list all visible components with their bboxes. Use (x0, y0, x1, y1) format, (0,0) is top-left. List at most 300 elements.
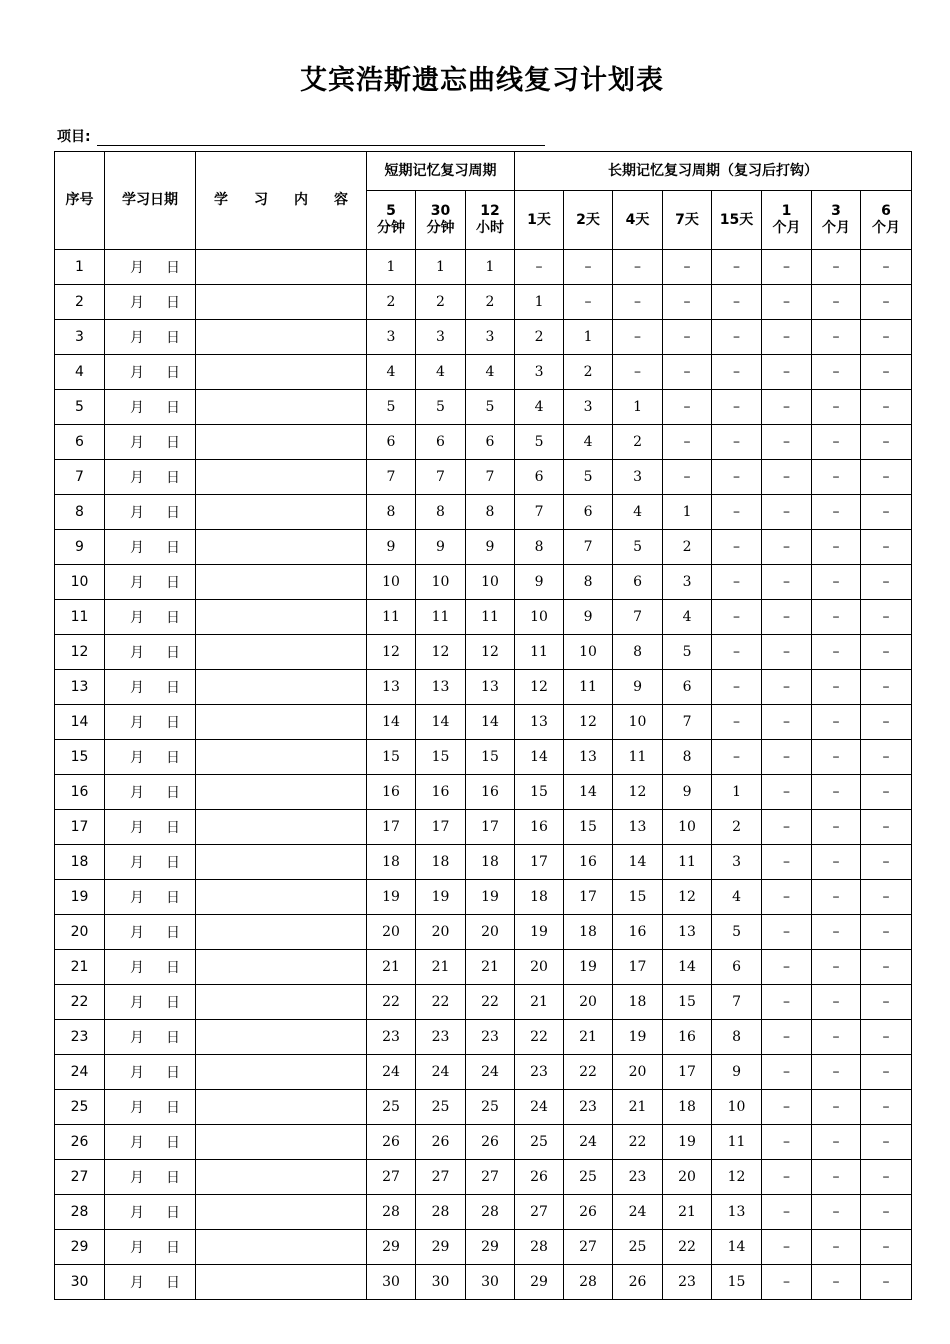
review-cell[interactable]: 23 (466, 1020, 515, 1055)
review-cell[interactable]: 14 (613, 845, 663, 880)
row-content[interactable] (196, 845, 367, 880)
review-cell[interactable]: 14 (712, 1230, 762, 1265)
review-cell[interactable]: 16 (663, 1020, 712, 1055)
review-cell[interactable]: – (861, 845, 912, 880)
review-cell[interactable]: 4 (712, 880, 762, 915)
review-cell[interactable]: – (515, 250, 564, 285)
row-content[interactable] (196, 985, 367, 1020)
review-cell[interactable]: 9 (367, 530, 416, 565)
review-cell[interactable]: 16 (515, 810, 564, 845)
row-content[interactable] (196, 530, 367, 565)
review-cell[interactable]: 15 (712, 1265, 762, 1300)
row-content[interactable] (196, 1055, 367, 1090)
review-cell[interactable]: – (762, 740, 812, 775)
review-cell[interactable]: 12 (367, 635, 416, 670)
review-cell[interactable]: 18 (613, 985, 663, 1020)
review-cell[interactable]: – (861, 600, 912, 635)
review-cell[interactable]: 11 (515, 635, 564, 670)
review-cell[interactable]: – (613, 355, 663, 390)
review-cell[interactable]: – (812, 600, 861, 635)
review-cell[interactable]: 4 (613, 495, 663, 530)
review-cell[interactable]: 9 (663, 775, 712, 810)
review-cell[interactable]: – (861, 1265, 912, 1300)
review-cell[interactable]: – (861, 285, 912, 320)
review-cell[interactable]: – (861, 320, 912, 355)
review-cell[interactable]: 16 (564, 845, 613, 880)
review-cell[interactable]: – (762, 285, 812, 320)
review-cell[interactable]: 2 (564, 355, 613, 390)
review-cell[interactable]: 13 (416, 670, 466, 705)
review-cell[interactable]: – (762, 705, 812, 740)
review-cell[interactable]: – (762, 880, 812, 915)
review-cell[interactable]: – (861, 530, 912, 565)
review-cell[interactable]: 12 (466, 635, 515, 670)
review-cell[interactable]: 4 (663, 600, 712, 635)
review-cell[interactable]: 5 (515, 425, 564, 460)
review-cell[interactable]: 23 (663, 1265, 712, 1300)
review-cell[interactable]: 25 (416, 1090, 466, 1125)
review-cell[interactable]: 20 (416, 915, 466, 950)
row-content[interactable] (196, 1265, 367, 1300)
review-cell[interactable]: 20 (663, 1160, 712, 1195)
row-date[interactable]: 月 日 (105, 985, 196, 1020)
review-cell[interactable]: – (861, 740, 912, 775)
row-content[interactable] (196, 565, 367, 600)
review-cell[interactable]: – (861, 915, 912, 950)
review-cell[interactable]: 29 (466, 1230, 515, 1265)
review-cell[interactable]: – (613, 285, 663, 320)
review-cell[interactable]: – (812, 565, 861, 600)
review-cell[interactable]: – (762, 320, 812, 355)
row-content[interactable] (196, 670, 367, 705)
row-date[interactable]: 月 日 (105, 285, 196, 320)
row-date[interactable]: 月 日 (105, 250, 196, 285)
review-cell[interactable]: – (812, 950, 861, 985)
review-cell[interactable]: 18 (515, 880, 564, 915)
review-cell[interactable]: – (712, 670, 762, 705)
review-cell[interactable]: – (812, 1090, 861, 1125)
row-content[interactable] (196, 495, 367, 530)
review-cell[interactable]: – (812, 705, 861, 740)
row-date[interactable]: 月 日 (105, 1125, 196, 1160)
review-cell[interactable]: 21 (515, 985, 564, 1020)
review-cell[interactable]: 11 (416, 600, 466, 635)
review-cell[interactable]: – (861, 250, 912, 285)
review-cell[interactable]: 8 (564, 565, 613, 600)
review-cell[interactable]: 25 (515, 1125, 564, 1160)
review-cell[interactable]: 1 (712, 775, 762, 810)
review-cell[interactable]: – (663, 285, 712, 320)
review-cell[interactable]: 25 (613, 1230, 663, 1265)
review-cell[interactable]: 5 (663, 635, 712, 670)
review-cell[interactable]: 2 (416, 285, 466, 320)
row-content[interactable] (196, 950, 367, 985)
review-cell[interactable]: 3 (613, 460, 663, 495)
row-content[interactable] (196, 740, 367, 775)
review-cell[interactable]: 7 (712, 985, 762, 1020)
review-cell[interactable]: 9 (564, 600, 613, 635)
row-content[interactable] (196, 810, 367, 845)
row-date[interactable]: 月 日 (105, 810, 196, 845)
review-cell[interactable]: 17 (663, 1055, 712, 1090)
review-cell[interactable]: 20 (367, 915, 416, 950)
review-cell[interactable]: 8 (515, 530, 564, 565)
review-cell[interactable]: 8 (613, 635, 663, 670)
review-cell[interactable]: – (762, 810, 812, 845)
review-cell[interactable]: – (861, 565, 912, 600)
review-cell[interactable]: – (812, 355, 861, 390)
review-cell[interactable]: 26 (466, 1125, 515, 1160)
review-cell[interactable]: – (861, 495, 912, 530)
review-cell[interactable]: – (812, 285, 861, 320)
review-cell[interactable]: 19 (515, 915, 564, 950)
review-cell[interactable]: 2 (613, 425, 663, 460)
review-cell[interactable]: 15 (416, 740, 466, 775)
review-cell[interactable]: 9 (466, 530, 515, 565)
review-cell[interactable]: 11 (663, 845, 712, 880)
review-cell[interactable]: 14 (515, 740, 564, 775)
review-cell[interactable]: 22 (564, 1055, 613, 1090)
review-cell[interactable]: 26 (564, 1195, 613, 1230)
review-cell[interactable]: 24 (367, 1055, 416, 1090)
review-cell[interactable]: 11 (367, 600, 416, 635)
review-cell[interactable]: 26 (515, 1160, 564, 1195)
review-cell[interactable]: – (762, 1195, 812, 1230)
review-cell[interactable]: 3 (466, 320, 515, 355)
row-date[interactable]: 月 日 (105, 1055, 196, 1090)
review-cell[interactable]: 10 (613, 705, 663, 740)
review-cell[interactable]: 14 (564, 775, 613, 810)
review-cell[interactable]: – (762, 1020, 812, 1055)
review-cell[interactable]: 9 (712, 1055, 762, 1090)
review-cell[interactable]: 18 (466, 845, 515, 880)
project-input-line[interactable] (97, 129, 545, 146)
review-cell[interactable]: 19 (663, 1125, 712, 1160)
review-cell[interactable]: – (762, 775, 812, 810)
review-cell[interactable]: 3 (564, 390, 613, 425)
review-cell[interactable]: 13 (515, 705, 564, 740)
review-cell[interactable]: 6 (367, 425, 416, 460)
review-cell[interactable]: – (812, 1160, 861, 1195)
review-cell[interactable]: 20 (466, 915, 515, 950)
review-cell[interactable]: 2 (466, 285, 515, 320)
review-cell[interactable]: – (861, 880, 912, 915)
review-cell[interactable]: 23 (367, 1020, 416, 1055)
review-cell[interactable]: – (762, 425, 812, 460)
review-cell[interactable]: 11 (613, 740, 663, 775)
review-cell[interactable]: – (812, 390, 861, 425)
review-cell[interactable]: – (861, 775, 912, 810)
review-cell[interactable]: – (762, 390, 812, 425)
review-cell[interactable]: 24 (613, 1195, 663, 1230)
review-cell[interactable]: – (812, 915, 861, 950)
review-cell[interactable]: – (861, 985, 912, 1020)
review-cell[interactable]: 18 (663, 1090, 712, 1125)
review-cell[interactable]: – (762, 950, 812, 985)
row-content[interactable] (196, 1195, 367, 1230)
review-cell[interactable]: 16 (466, 775, 515, 810)
review-cell[interactable]: 28 (416, 1195, 466, 1230)
review-cell[interactable]: 28 (515, 1230, 564, 1265)
review-cell[interactable]: – (812, 1020, 861, 1055)
row-content[interactable] (196, 915, 367, 950)
row-date[interactable]: 月 日 (105, 600, 196, 635)
review-cell[interactable]: – (861, 1090, 912, 1125)
review-cell[interactable]: – (762, 565, 812, 600)
row-date[interactable]: 月 日 (105, 1160, 196, 1195)
review-cell[interactable]: – (812, 1125, 861, 1160)
review-cell[interactable]: 27 (515, 1195, 564, 1230)
review-cell[interactable]: – (812, 810, 861, 845)
review-cell[interactable]: 28 (466, 1195, 515, 1230)
review-cell[interactable]: 11 (466, 600, 515, 635)
row-content[interactable] (196, 1230, 367, 1265)
row-content[interactable] (196, 320, 367, 355)
review-cell[interactable]: 13 (663, 915, 712, 950)
review-cell[interactable]: 19 (416, 880, 466, 915)
review-cell[interactable]: 12 (416, 635, 466, 670)
review-cell[interactable]: 19 (367, 880, 416, 915)
review-cell[interactable]: 22 (515, 1020, 564, 1055)
review-cell[interactable]: 12 (613, 775, 663, 810)
review-cell[interactable]: 3 (367, 320, 416, 355)
row-date[interactable]: 月 日 (105, 915, 196, 950)
review-cell[interactable]: 7 (416, 460, 466, 495)
review-cell[interactable]: 7 (613, 600, 663, 635)
review-cell[interactable]: – (812, 670, 861, 705)
review-cell[interactable]: – (712, 565, 762, 600)
review-cell[interactable]: 23 (515, 1055, 564, 1090)
review-cell[interactable]: 14 (663, 950, 712, 985)
review-cell[interactable]: – (861, 355, 912, 390)
row-date[interactable]: 月 日 (105, 1020, 196, 1055)
review-cell[interactable]: 1 (367, 250, 416, 285)
review-cell[interactable]: 25 (564, 1160, 613, 1195)
row-content[interactable] (196, 460, 367, 495)
review-cell[interactable]: 13 (712, 1195, 762, 1230)
review-cell[interactable]: 4 (466, 355, 515, 390)
review-cell[interactable]: 18 (367, 845, 416, 880)
review-cell[interactable]: 7 (564, 530, 613, 565)
review-cell[interactable]: – (712, 600, 762, 635)
review-cell[interactable]: 3 (663, 565, 712, 600)
review-cell[interactable]: – (812, 775, 861, 810)
review-cell[interactable]: 22 (663, 1230, 712, 1265)
review-cell[interactable]: 10 (515, 600, 564, 635)
review-cell[interactable]: 6 (564, 495, 613, 530)
review-cell[interactable]: 26 (367, 1125, 416, 1160)
review-cell[interactable]: – (812, 250, 861, 285)
row-date[interactable]: 月 日 (105, 565, 196, 600)
review-cell[interactable]: – (712, 495, 762, 530)
review-cell[interactable]: – (613, 320, 663, 355)
review-cell[interactable]: 20 (613, 1055, 663, 1090)
review-cell[interactable]: 28 (564, 1265, 613, 1300)
review-cell[interactable]: 15 (515, 775, 564, 810)
review-cell[interactable]: 29 (416, 1230, 466, 1265)
review-cell[interactable]: – (564, 285, 613, 320)
review-cell[interactable]: 8 (416, 495, 466, 530)
review-cell[interactable]: 1 (466, 250, 515, 285)
row-content[interactable] (196, 880, 367, 915)
review-cell[interactable]: 17 (416, 810, 466, 845)
review-cell[interactable]: 8 (712, 1020, 762, 1055)
review-cell[interactable]: – (812, 635, 861, 670)
review-cell[interactable]: 25 (367, 1090, 416, 1125)
review-cell[interactable]: 22 (367, 985, 416, 1020)
review-cell[interactable]: – (663, 425, 712, 460)
row-date[interactable]: 月 日 (105, 775, 196, 810)
review-cell[interactable]: 22 (466, 985, 515, 1020)
review-cell[interactable]: – (812, 530, 861, 565)
review-cell[interactable]: 15 (663, 985, 712, 1020)
row-date[interactable]: 月 日 (105, 670, 196, 705)
review-cell[interactable]: 19 (564, 950, 613, 985)
review-cell[interactable]: 21 (466, 950, 515, 985)
row-date[interactable]: 月 日 (105, 1195, 196, 1230)
review-cell[interactable]: 23 (613, 1160, 663, 1195)
review-cell[interactable]: 22 (416, 985, 466, 1020)
row-date[interactable]: 月 日 (105, 460, 196, 495)
review-cell[interactable]: – (762, 635, 812, 670)
review-cell[interactable]: 21 (613, 1090, 663, 1125)
review-cell[interactable]: – (712, 530, 762, 565)
review-cell[interactable]: 5 (613, 530, 663, 565)
review-cell[interactable]: 2 (367, 285, 416, 320)
review-cell[interactable]: 10 (663, 810, 712, 845)
review-cell[interactable]: 24 (466, 1055, 515, 1090)
review-cell[interactable]: – (712, 355, 762, 390)
review-cell[interactable]: 24 (515, 1090, 564, 1125)
review-cell[interactable]: – (812, 495, 861, 530)
row-date[interactable]: 月 日 (105, 950, 196, 985)
review-cell[interactable]: – (861, 950, 912, 985)
review-cell[interactable]: 21 (663, 1195, 712, 1230)
review-cell[interactable]: – (712, 285, 762, 320)
review-cell[interactable]: – (861, 635, 912, 670)
review-cell[interactable]: 30 (367, 1265, 416, 1300)
review-cell[interactable]: 5 (564, 460, 613, 495)
review-cell[interactable]: 1 (613, 390, 663, 425)
review-cell[interactable]: – (762, 1160, 812, 1195)
row-content[interactable] (196, 390, 367, 425)
review-cell[interactable]: – (812, 425, 861, 460)
review-cell[interactable]: – (861, 1055, 912, 1090)
review-cell[interactable]: 10 (564, 635, 613, 670)
review-cell[interactable]: 3 (416, 320, 466, 355)
review-cell[interactable]: 15 (367, 740, 416, 775)
review-cell[interactable]: – (861, 1160, 912, 1195)
row-content[interactable] (196, 425, 367, 460)
review-cell[interactable]: – (861, 390, 912, 425)
review-cell[interactable]: 7 (466, 460, 515, 495)
review-cell[interactable]: 6 (466, 425, 515, 460)
review-cell[interactable]: 26 (613, 1265, 663, 1300)
row-date[interactable]: 月 日 (105, 425, 196, 460)
review-cell[interactable]: – (663, 390, 712, 425)
review-cell[interactable]: 2 (515, 320, 564, 355)
row-date[interactable]: 月 日 (105, 390, 196, 425)
review-cell[interactable]: – (712, 390, 762, 425)
row-content[interactable] (196, 250, 367, 285)
review-cell[interactable]: – (762, 1090, 812, 1125)
review-cell[interactable]: – (712, 705, 762, 740)
review-cell[interactable]: – (762, 600, 812, 635)
review-cell[interactable]: 21 (564, 1020, 613, 1055)
review-cell[interactable]: 5 (367, 390, 416, 425)
review-cell[interactable]: – (812, 1195, 861, 1230)
review-cell[interactable]: – (861, 460, 912, 495)
review-cell[interactable]: 13 (564, 740, 613, 775)
review-cell[interactable]: – (861, 810, 912, 845)
review-cell[interactable]: 24 (564, 1125, 613, 1160)
review-cell[interactable]: 6 (613, 565, 663, 600)
review-cell[interactable]: 19 (466, 880, 515, 915)
review-cell[interactable]: – (861, 1125, 912, 1160)
review-cell[interactable]: – (663, 355, 712, 390)
review-cell[interactable]: 21 (416, 950, 466, 985)
review-cell[interactable]: 10 (466, 565, 515, 600)
review-cell[interactable]: 4 (416, 355, 466, 390)
review-cell[interactable]: 27 (466, 1160, 515, 1195)
review-cell[interactable]: 1 (663, 495, 712, 530)
review-cell[interactable]: 10 (367, 565, 416, 600)
review-cell[interactable]: 9 (416, 530, 466, 565)
review-cell[interactable]: 6 (712, 950, 762, 985)
review-cell[interactable]: 16 (613, 915, 663, 950)
review-cell[interactable]: 20 (515, 950, 564, 985)
review-cell[interactable]: 23 (416, 1020, 466, 1055)
review-cell[interactable]: 17 (466, 810, 515, 845)
review-cell[interactable]: – (812, 460, 861, 495)
row-date[interactable]: 月 日 (105, 635, 196, 670)
row-content[interactable] (196, 1125, 367, 1160)
row-date[interactable]: 月 日 (105, 705, 196, 740)
review-cell[interactable]: – (861, 670, 912, 705)
review-cell[interactable]: – (762, 1125, 812, 1160)
row-content[interactable] (196, 705, 367, 740)
row-date[interactable]: 月 日 (105, 495, 196, 530)
review-cell[interactable]: 4 (515, 390, 564, 425)
row-date[interactable]: 月 日 (105, 740, 196, 775)
review-cell[interactable]: 14 (466, 705, 515, 740)
review-cell[interactable]: 15 (613, 880, 663, 915)
review-cell[interactable]: – (712, 320, 762, 355)
review-cell[interactable]: 29 (515, 1265, 564, 1300)
review-cell[interactable]: – (613, 250, 663, 285)
review-cell[interactable]: 12 (663, 880, 712, 915)
review-cell[interactable]: – (762, 460, 812, 495)
row-content[interactable] (196, 355, 367, 390)
review-cell[interactable]: – (812, 740, 861, 775)
review-cell[interactable]: 18 (416, 845, 466, 880)
row-content[interactable] (196, 1160, 367, 1195)
review-cell[interactable]: 15 (466, 740, 515, 775)
review-cell[interactable]: 22 (613, 1125, 663, 1160)
review-cell[interactable]: 5 (712, 915, 762, 950)
row-date[interactable]: 月 日 (105, 355, 196, 390)
review-cell[interactable]: – (712, 425, 762, 460)
review-cell[interactable]: 7 (367, 460, 416, 495)
row-content[interactable] (196, 600, 367, 635)
review-cell[interactable]: 13 (613, 810, 663, 845)
review-cell[interactable]: 8 (663, 740, 712, 775)
row-content[interactable] (196, 635, 367, 670)
review-cell[interactable]: – (663, 320, 712, 355)
review-cell[interactable]: 27 (564, 1230, 613, 1265)
row-date[interactable]: 月 日 (105, 1090, 196, 1125)
review-cell[interactable]: 6 (416, 425, 466, 460)
